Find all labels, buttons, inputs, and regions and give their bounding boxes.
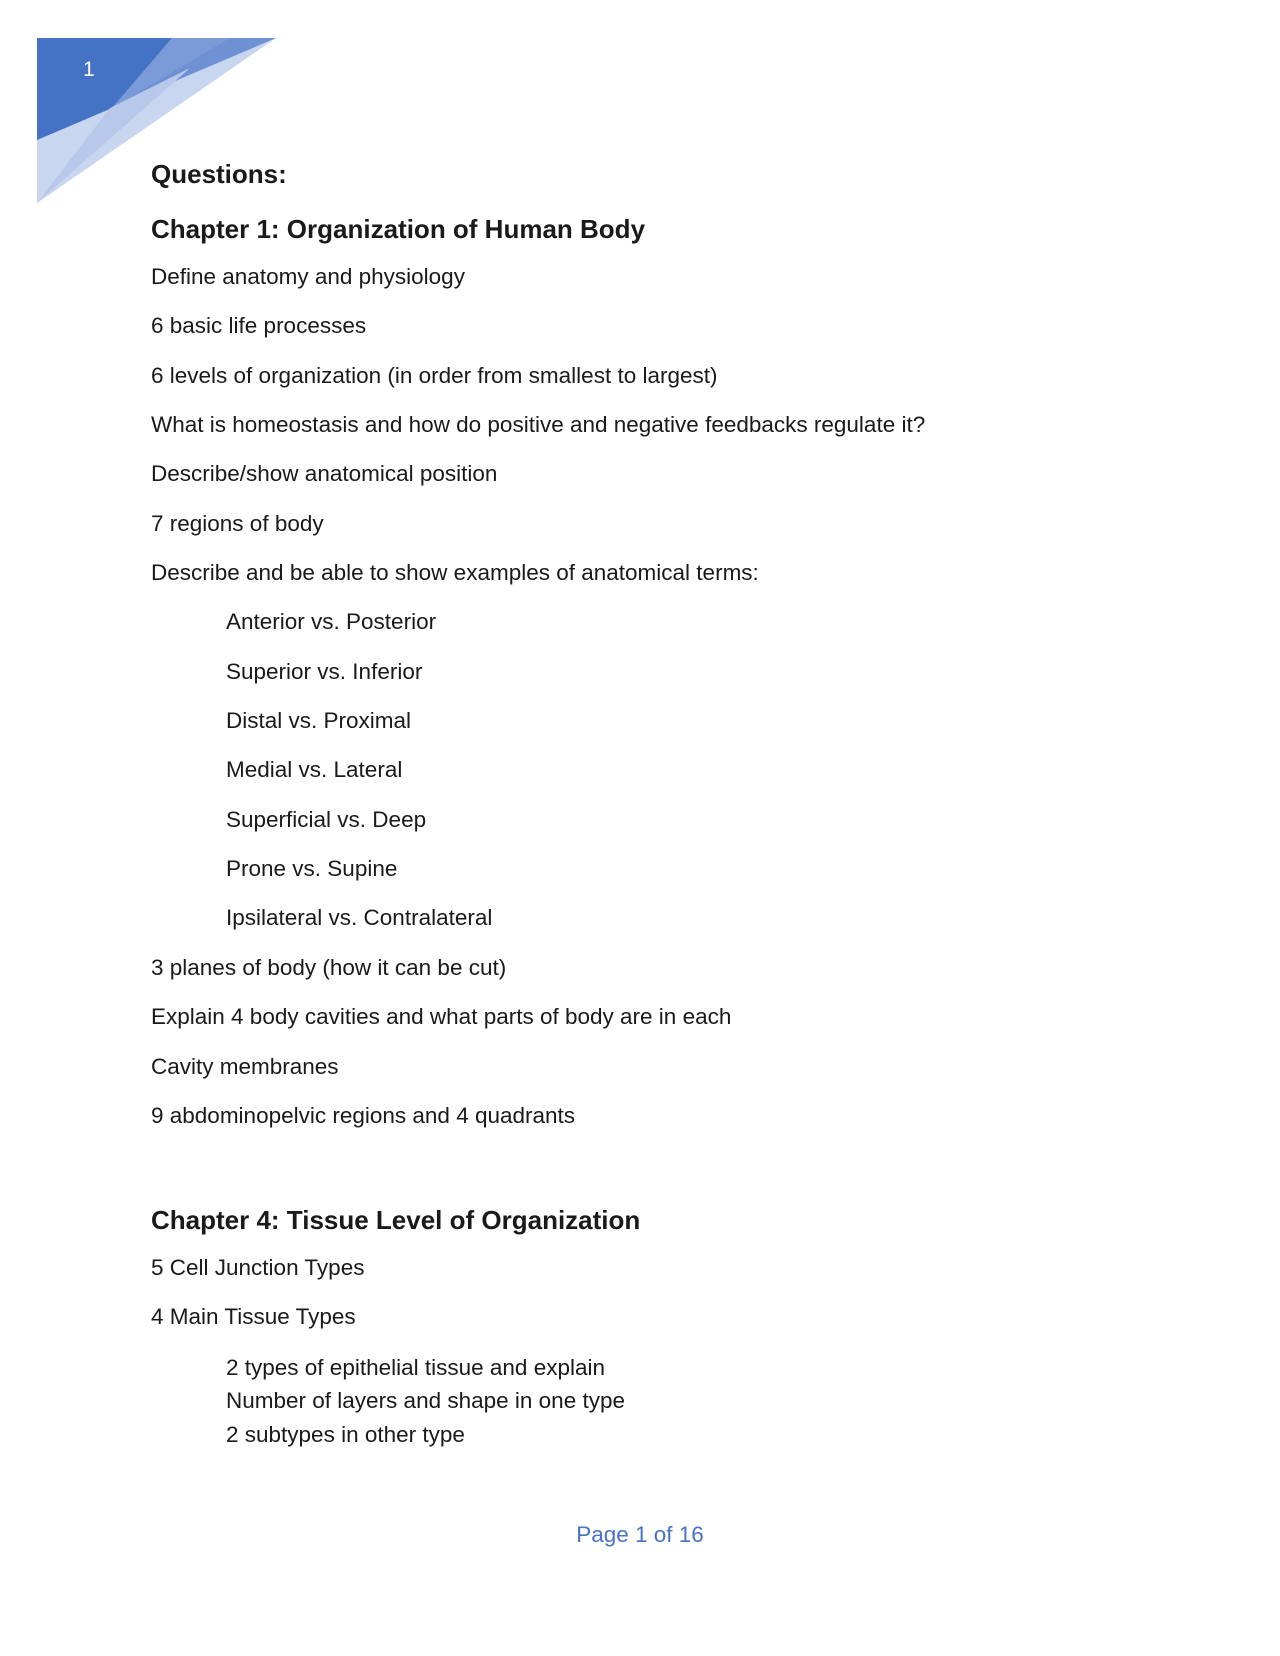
chapter1-item: 9 abdominopelvic regions and 4 quadrants xyxy=(151,1103,576,1128)
page-footer: Page 1 of 16 xyxy=(576,1522,704,1547)
chapter4-item: 5 Cell Junction Types xyxy=(151,1255,365,1280)
chapter1-item: Describe and be able to show examples of anatomical terms: xyxy=(151,560,759,585)
document-title: Questions: xyxy=(151,159,287,189)
anatomical-term: Ipsilateral vs. Contralateral xyxy=(226,905,493,930)
chapter1-item: 6 levels of organization (in order from smallest to largest) xyxy=(151,363,718,388)
anatomical-term: Superficial vs. Deep xyxy=(226,807,427,832)
chapter1-item: 6 basic life processes xyxy=(151,313,367,338)
chapter1-item: Explain 4 body cavities and what parts of body are in each xyxy=(151,1004,732,1029)
anatomical-term: Superior vs. Inferior xyxy=(226,659,423,684)
chapter4-heading: Chapter 4: Tissue Level of Organization xyxy=(151,1205,641,1235)
chapter4-subitem: 2 subtypes in other type xyxy=(226,1422,465,1447)
anatomical-term: Anterior vs. Posterior xyxy=(226,609,437,634)
anatomical-term: Distal vs. Proximal xyxy=(226,708,412,733)
chapter1-item: Cavity membranes xyxy=(151,1054,339,1079)
header-page-number: 1 xyxy=(83,58,95,81)
chapter1-item: What is homeostasis and how do positive and negative feedbacks regulate it? xyxy=(151,412,926,437)
chapter1-item: 7 regions of body xyxy=(151,511,324,536)
chapter1-item: Define anatomy and physiology xyxy=(151,264,465,289)
chapter1-heading: Chapter 1: Organization of Human Body xyxy=(151,214,646,244)
chapter4-item: 4 Main Tissue Types xyxy=(151,1304,356,1329)
anatomical-term: Medial vs. Lateral xyxy=(226,757,403,782)
anatomical-term: Prone vs. Supine xyxy=(226,856,398,881)
chapter1-item: Describe/show anatomical position xyxy=(151,461,498,486)
chapter1-item: 3 planes of body (how it can be cut) xyxy=(151,955,507,980)
chapter4-subitem: Number of layers and shape in one type xyxy=(226,1388,625,1413)
chapter4-subitem: 2 types of epithelial tissue and explain xyxy=(226,1355,605,1380)
